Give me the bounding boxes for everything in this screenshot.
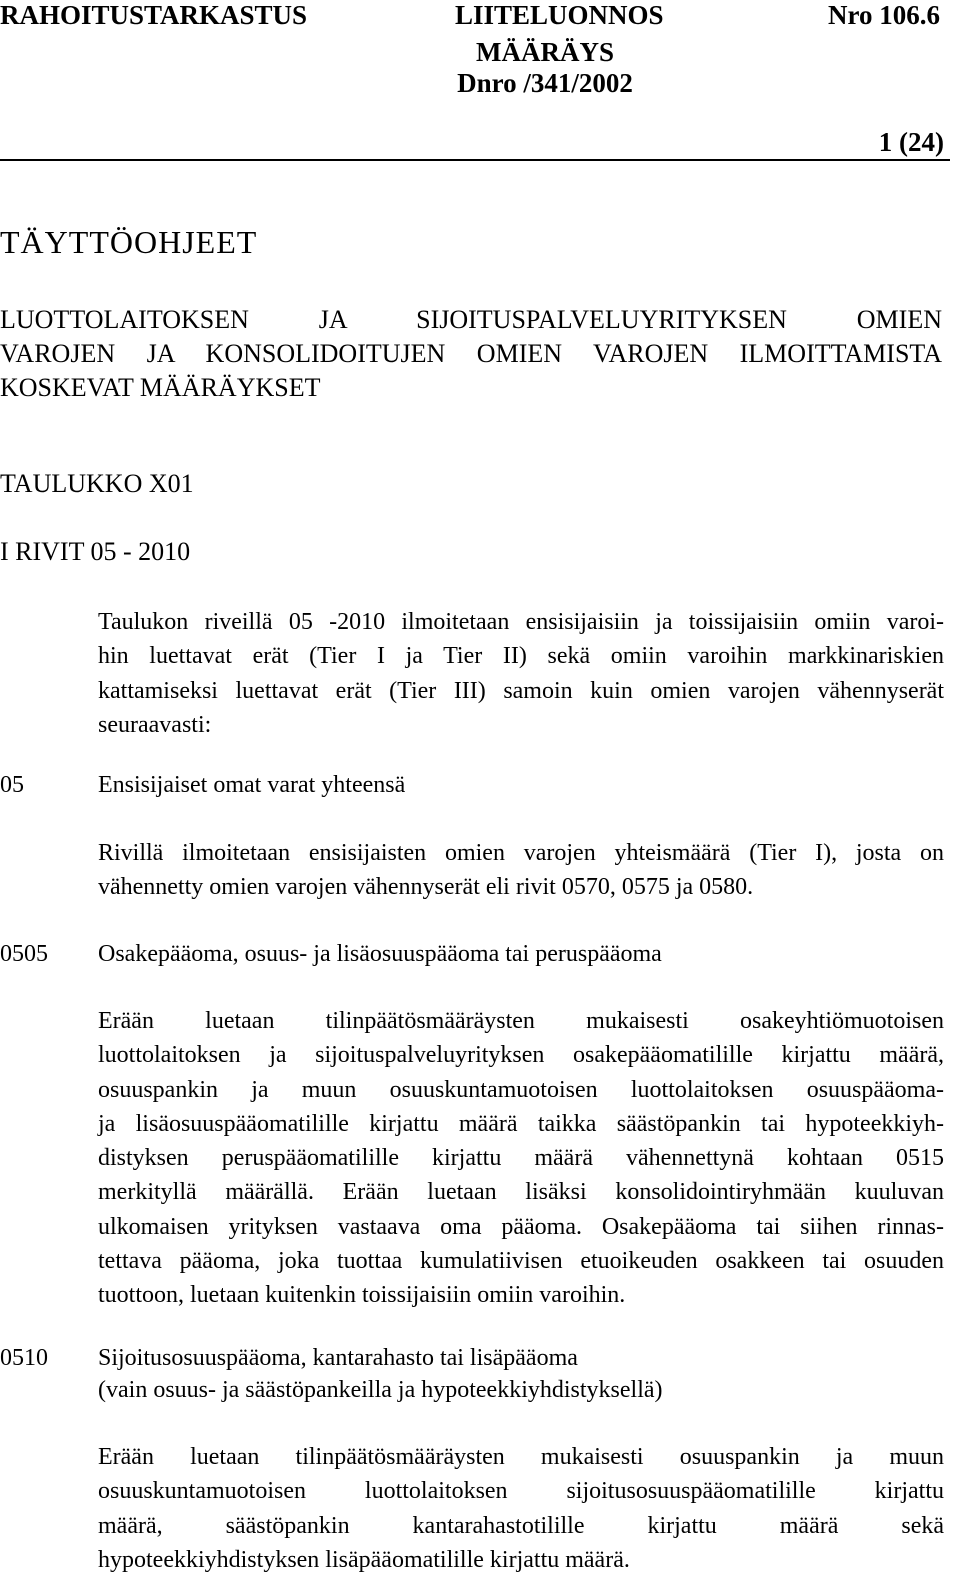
- item-code: 05: [0, 772, 24, 798]
- header-number: Nro 106.6: [828, 0, 940, 30]
- rows-label: I RIVIT 05 - 2010: [0, 537, 191, 566]
- main-heading-line-3: KOSKEVAT MÄÄRÄYKSET: [0, 373, 321, 402]
- item-description-line: määrä, säästöpankin kantarahastotilille kirjattu määrä sekä: [98, 1512, 944, 1539]
- header-divider: [0, 159, 950, 161]
- intro-line: hin luettavat erät (Tier I ja Tier II) sekä omiin varoihin markkinariskien: [98, 643, 944, 670]
- item-description-line: ulkomaisen yrityksen vastaava oma pääoma. Osakepääoma tai siihen rinnas-: [98, 1213, 944, 1240]
- item-description-line: Erään luetaan tilinpäätösmääräysten mukaisesti osakeyhtiömuotoisen: [98, 1008, 944, 1034]
- item-description-line: distyksen peruspääomatilille kirjattu määrä vähennettynä kohtaan 0515: [98, 1145, 944, 1172]
- item-description: [98, 1440, 944, 1577]
- item-description-line: tuottoon, luetaan kuitenkin toissijaisiin omiin varoihin.: [98, 1282, 626, 1309]
- item-description-line: ja lisäosuuspääomatilille kirjattu määrä taikka säästöpankin tai hypoteekkiyh-: [98, 1110, 944, 1137]
- main-heading-line-2: VAROJEN JA KONSOLIDOITUJEN OMIEN VAROJEN ILMOITTAMISTA: [0, 339, 942, 368]
- item-description-line: Rivillä ilmoitetaan ensisijaisten omien varojen yhteismäärä (Tier I), josta on: [98, 840, 944, 866]
- item-code: 0510: [0, 1345, 48, 1371]
- intro-line: kattamiseksi luettavat erät (Tier III) samoin kuin omien varojen vähennyserät: [98, 677, 944, 704]
- intro-paragraph: [98, 605, 944, 742]
- item-description-line: merkityllä määrällä. Erään luetaan lisäksi konsolidointiryhmään kuuluvan: [98, 1179, 944, 1206]
- item-heading: Ensisijaiset omat varat yhteensä: [98, 772, 406, 798]
- document-type: MÄÄRÄYS: [476, 37, 614, 67]
- header-draft-label: LIITELUONNOS: [455, 0, 664, 30]
- main-heading-line-1: LUOTTOLAITOKSEN JA SIJOITUSPALVELUYRITYKSEN OMIEN: [0, 305, 942, 334]
- item-heading: Osakepääoma, osuus- ja lisäosuuspääoma tai peruspääoma: [98, 941, 662, 967]
- item-description-line: tettava pääoma, joka tuottaa kumulatiivisen etuoikeuden osakkeen tai osuuden: [98, 1248, 944, 1275]
- page-title: TÄYTTÖOHJEET: [0, 224, 258, 260]
- item-heading: Sijoitusosuuspääoma, kantarahasto tai lisäpääoma: [98, 1345, 578, 1371]
- item-description-line: hypoteekkiyhdistyksen lisäpääomatilille kirjattu määrä.: [98, 1546, 630, 1573]
- intro-line: seuraavasti:: [98, 711, 212, 738]
- item-description-line: luottolaitoksen ja sijoituspalveluyrityksen osakepääomatilille kirjattu määrä,: [98, 1042, 944, 1069]
- item-description-line: Erään luetaan tilinpäätösmääräysten mukaisesti osuuspankin ja muun: [98, 1444, 944, 1470]
- table-label: TAULUKKO X01: [0, 469, 194, 498]
- item-code: 0505: [0, 941, 48, 967]
- item-description-line: osuuspankin ja muun osuuskuntamuotoisen luottolaitoksen osuuspääoma-: [98, 1076, 944, 1103]
- header-authority: RAHOITUSTARKASTUS: [0, 0, 308, 30]
- item-description: [98, 836, 944, 905]
- page-number: 1 (24): [878, 127, 944, 157]
- document-dnro: Dnro /341/2002: [457, 68, 633, 98]
- item-description-line: osuuskuntamuotoisen luottolaitoksen sijoitusosuuspääomatilille kirjattu: [98, 1478, 944, 1505]
- item-description: [98, 1004, 944, 1313]
- intro-line: Taulukon riveillä 05 -2010 ilmoitetaan ensisijaisiin ja toissijaisiin omiin varoi-: [98, 609, 944, 635]
- item-description-line: vähennetty omien varojen vähennyserät eli rivit 0570, 0575 ja 0580.: [98, 874, 754, 901]
- item-subheading: (vain osuus- ja säästöpankeilla ja hypoteekkiyhdistyksellä): [98, 1377, 663, 1403]
